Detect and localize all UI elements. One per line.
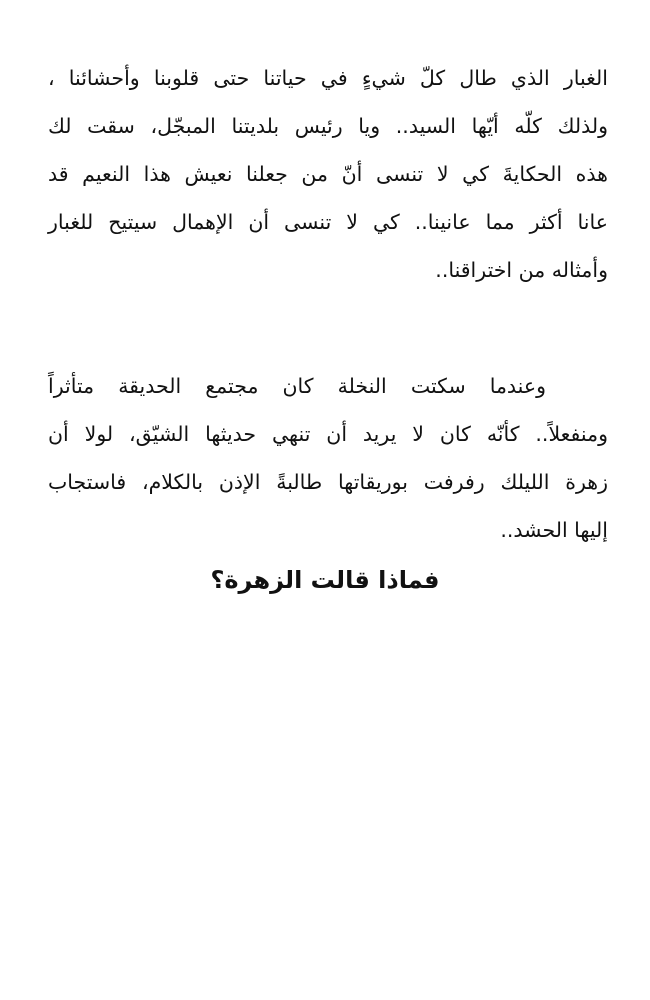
closing-question: فماذا قالت الزهرة؟ bbox=[210, 566, 440, 594]
text-line: ولذلك كلّه أيّها السيد.. ويا رئيس بلديتنا المبجّل، سقت لك bbox=[48, 114, 608, 138]
paragraph bbox=[48, 54, 608, 294]
text-line: زهرة الليلك رفرفت بوريقاتها طالبةً الإذن بالكلام، فاستجاب bbox=[48, 470, 608, 494]
text-line: عانا أكثر مما عانينا.. كي لا تنسى أن الإهمال سيتيح للغبار bbox=[48, 210, 608, 234]
text-line: إليها الحشد.. bbox=[500, 518, 608, 542]
paragraph bbox=[48, 362, 608, 554]
text-line: وأمثاله من اختراقنا.. bbox=[435, 258, 608, 282]
text-line: هذه الحكايةَ كي لا تنسى أنّ من جعلنا نعيش هذا النعيم قد bbox=[48, 162, 608, 186]
text-line: الغبار الذي طال كلّ شيءٍ في حياتنا حتى قلوبنا وأحشائنا ، bbox=[48, 66, 608, 90]
text-line: وعندما سكتت النخلة كان مجتمع الحديقة متأثراً bbox=[48, 374, 546, 398]
text-line: ومنفعلاً.. كأنّه كان لا يريد أن تنهي حديثها الشيّق، لولا أن bbox=[48, 422, 608, 446]
